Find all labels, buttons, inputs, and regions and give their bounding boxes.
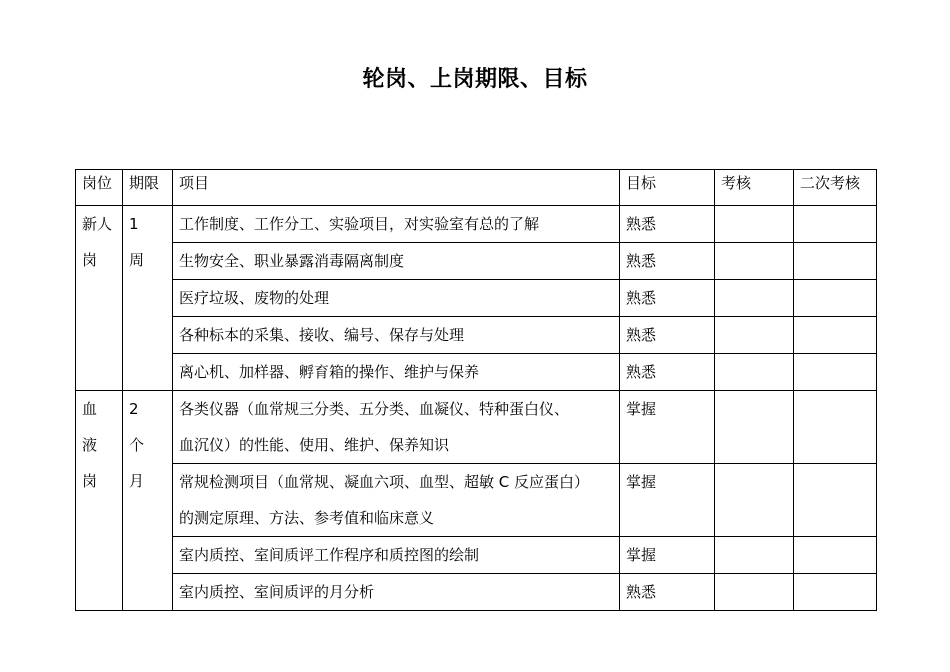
reassess-cell [794, 280, 877, 317]
reassess-cell [794, 574, 877, 611]
table-row [76, 537, 877, 574]
period-line: 周 [129, 251, 145, 269]
table-row [76, 243, 877, 280]
post-line: 新人 [82, 215, 113, 233]
assess-cell [715, 537, 794, 574]
item-line: 离心机、加样器、孵育箱的操作、维护与保养 [179, 363, 480, 381]
item-line: 室内质控、室间质评工作程序和质控图的绘制 [179, 546, 480, 564]
post-line: 液 [82, 436, 98, 454]
post-line: 岗 [82, 251, 98, 269]
table-row [76, 206, 877, 243]
schedule-body [76, 206, 877, 611]
item-cell [173, 354, 620, 391]
header-item: 项目 [173, 170, 620, 206]
item-line: 常规检测项目（血常规、凝血六项、血型、超敏 C 反应蛋白） [179, 473, 590, 491]
assess-cell [715, 574, 794, 611]
target-cell: 熟悉 [620, 243, 715, 280]
item-line: 生物安全、职业暴露消毒隔离制度 [179, 252, 405, 270]
item-cell [173, 243, 620, 280]
item-line: 的测定原理、方法、参考值和临床意义 [179, 509, 435, 527]
item-line: 工作制度、工作分工、实验项目，对实验室有总的了解 [179, 215, 540, 233]
item-cell [173, 464, 620, 537]
assess-cell [715, 243, 794, 280]
reassess-cell [794, 317, 877, 354]
target-cell: 熟悉 [620, 574, 715, 611]
item-cell [173, 317, 620, 354]
item-cell [173, 280, 620, 317]
post-line: 岗 [82, 472, 98, 490]
reassess-cell [794, 537, 877, 574]
item-cell [173, 537, 620, 574]
target-cell: 熟悉 [620, 206, 715, 243]
reassess-cell [794, 391, 877, 464]
target-cell: 掌握 [620, 391, 715, 464]
table-row [76, 391, 877, 464]
header-row [76, 170, 877, 206]
assess-cell [715, 280, 794, 317]
item-line: 各种标本的采集、接收、编号、保存与处理 [179, 326, 465, 344]
target-cell: 掌握 [620, 537, 715, 574]
post-cell-blood [76, 391, 123, 611]
reassess-cell [794, 354, 877, 391]
target-cell: 熟悉 [620, 354, 715, 391]
table-row [76, 464, 877, 537]
table-row [76, 317, 877, 354]
period-cell-blood [123, 391, 173, 611]
item-cell [173, 574, 620, 611]
reassess-cell [794, 243, 877, 280]
period-cell-newcomer [123, 206, 173, 391]
period-line: 个 [129, 436, 145, 454]
document-title: 轮岗、上岗期限、目标 [362, 67, 588, 92]
header-post: 岗位 [76, 170, 123, 206]
item-line: 各类仪器（血常规三分类、五分类、血凝仪、特种蛋白仪、 [179, 400, 570, 418]
header-reassess: 二次考核 [794, 170, 877, 206]
reassess-cell [794, 464, 877, 537]
assess-cell [715, 391, 794, 464]
item-line: 室内质控、室间质评的月分析 [179, 583, 375, 601]
header-target: 目标 [620, 170, 715, 206]
period-line: 1 [129, 215, 139, 233]
header-assess: 考核 [715, 170, 794, 206]
post-cell-newcomer [76, 206, 123, 391]
assess-cell [715, 317, 794, 354]
target-cell: 熟悉 [620, 317, 715, 354]
assess-cell [715, 354, 794, 391]
item-cell [173, 206, 620, 243]
item-line: 医疗垃圾、废物的处理 [179, 289, 330, 307]
assess-cell [715, 206, 794, 243]
target-cell: 掌握 [620, 464, 715, 537]
header-period: 期限 [123, 170, 173, 206]
table-row [76, 574, 877, 611]
period-line: 2 [129, 400, 139, 418]
assess-cell [715, 464, 794, 537]
period-line: 月 [129, 472, 145, 490]
target-cell: 熟悉 [620, 280, 715, 317]
table-row [76, 280, 877, 317]
post-line: 血 [82, 400, 98, 418]
rotation-schedule-table [75, 169, 877, 611]
item-cell [173, 391, 620, 464]
table-row [76, 354, 877, 391]
reassess-cell [794, 206, 877, 243]
item-line: 血沉仪）的性能、使用、维护、保养知识 [179, 436, 450, 454]
